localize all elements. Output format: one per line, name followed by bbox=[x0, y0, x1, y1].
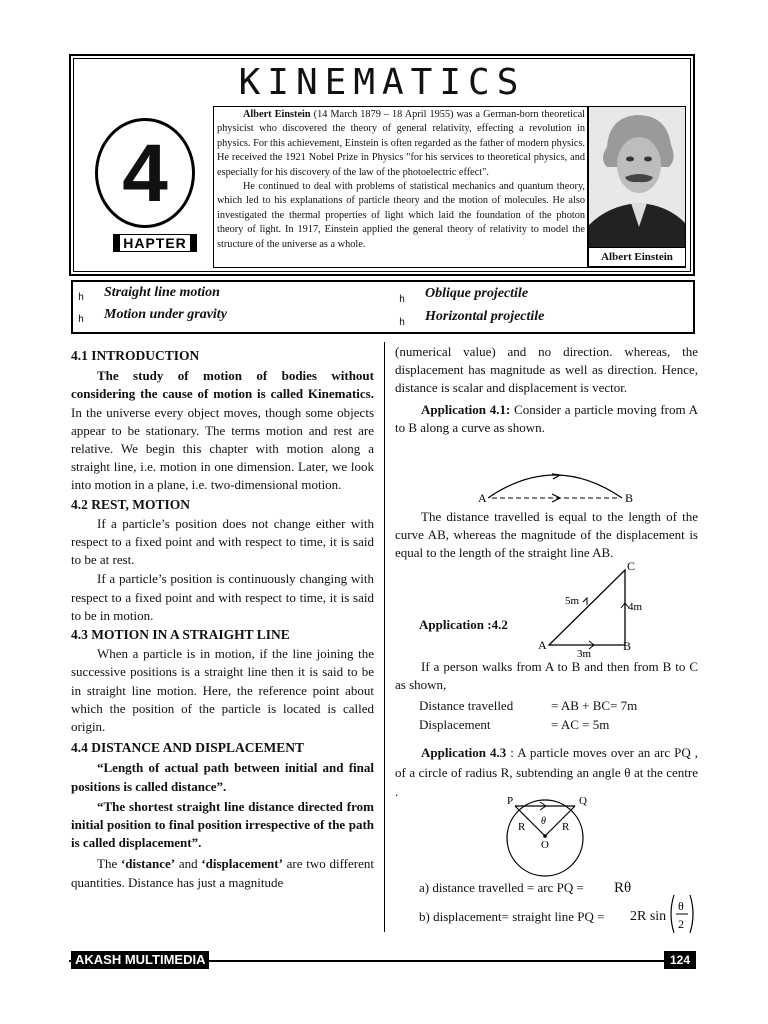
introduction-text: In the universe every object moves, though some objects appear to be stationary. The terms motion and rest are relative. We begin this chapter with motion along a straight line, i.e. motion in one dimension. Later, we look into motion in a plane, i.e. two-dimensional motion. bbox=[71, 404, 374, 493]
displacement-label: Displacement bbox=[419, 717, 491, 732]
text-run-bold: ‘displacement’ bbox=[201, 856, 283, 872]
application-4-3-tail: at the centre . bbox=[395, 764, 699, 799]
displacement-value: = AC = 5m bbox=[551, 717, 610, 732]
circle-arc-figure bbox=[495, 790, 605, 880]
distance-travelled-value: = AB + BC= 7m bbox=[551, 698, 638, 713]
text-run: The bbox=[97, 856, 121, 872]
biography-paragraph-2: He continued to deal with problems of statistical mechanics and quantum theory, which led to his explanations of particle theory and the motion of molecules. He also investigated the thermal properties of light which laid the foundation of the photon theory of light. In 1917, Einstein applied the general theory of relativity to model the structure of the universe as a whole. bbox=[217, 181, 585, 250]
application-4-1-label: Application 4.1: bbox=[421, 401, 511, 417]
right-column-top bbox=[395, 343, 698, 437]
bullet-icon: h bbox=[399, 317, 406, 328]
motion-paragraph: If a particle’s position is continuously changing with respect to a fixed point and with respect to time, it is said to be in motion. bbox=[71, 571, 374, 623]
result-a-value: Rθ bbox=[614, 880, 632, 896]
topic-oblique-projectile: Oblique projectile bbox=[425, 286, 529, 301]
triangle-path bbox=[549, 570, 625, 645]
section-heading-straight-line: 4.3 MOTION IN A STRAIGHT LINE bbox=[71, 627, 290, 643]
topic-item bbox=[399, 312, 405, 330]
text-run-bold: ‘distance’ bbox=[120, 856, 176, 872]
portrait-caption: Albert Einstein bbox=[588, 247, 686, 267]
biography-paragraph-1: (14 March 1879 – 18 April 1955) was a German-born theoretical physicist who discovered the theory of general relativity, effecting a revolution in physics. For this achievement, Einstein is often regarded as the father of modern physics. He received the 1921 Nobel Prize in Physics "for his services to theoretical physics, and especially for his discovery of the law of the photoelectric effect". bbox=[217, 109, 585, 178]
result-b-label: b) displacement= straight line PQ = bbox=[419, 909, 605, 924]
publisher-label: AKASH MULTIMEDIA bbox=[71, 951, 209, 969]
chapter-label-text: HAPTER bbox=[120, 235, 190, 251]
radius-oq bbox=[545, 806, 575, 836]
left-column bbox=[71, 347, 374, 892]
application-4-1-result-text: The distance travelled is equal to the length of the curve AB, whereas the magnitude of the displacement is equal to the length of the straight line AB. bbox=[395, 509, 698, 561]
page-number: 124 bbox=[664, 951, 696, 969]
rest-paragraph: If a particle’s position does not change either with respect to a fixed point and with respect to time, it is said to be at rest. bbox=[71, 515, 374, 568]
topic-straight-line-motion: Straight line motion bbox=[104, 285, 220, 300]
distance-travelled-label: Distance travelled bbox=[419, 698, 514, 713]
biography-name: Albert Einstein bbox=[243, 109, 311, 120]
column-divider bbox=[384, 342, 385, 932]
fraction-denominator: 2 bbox=[678, 917, 684, 931]
topic-item bbox=[78, 309, 84, 327]
curve-ab-figure bbox=[470, 470, 645, 510]
application-4-3-text: : A particle moves over an arc PQ , of a circle of radius R, subtending an angle bbox=[395, 745, 698, 780]
topic-horizontal-projectile: Horizontal projectile bbox=[425, 309, 545, 324]
point-q-label: Q bbox=[579, 795, 587, 807]
point-a-label: A bbox=[478, 491, 487, 505]
point-p-label: P bbox=[507, 795, 514, 807]
chapter-title: KINEMATICS bbox=[238, 62, 526, 103]
section-heading-distance-displacement: 4.4 DISTANCE AND DISPLACEMENT bbox=[71, 740, 305, 756]
topic-item bbox=[78, 287, 84, 305]
section-heading-introduction: 4.1 INTRODUCTION bbox=[71, 348, 200, 363]
continuation-paragraph: (numerical value) and no direction. whereas, the displacement has magnitude as well as direction. Hence, distance is scalar and displacement is vector. bbox=[395, 344, 698, 396]
chapter-number: 4 bbox=[122, 128, 168, 219]
point-b-label: B bbox=[625, 491, 634, 505]
topic-motion-under-gravity: Motion under gravity bbox=[104, 307, 227, 322]
theta-symbol: θ bbox=[624, 764, 631, 780]
base-label: 3m bbox=[577, 648, 592, 658]
left-paren-icon bbox=[671, 895, 674, 933]
bullet-icon: h bbox=[78, 314, 85, 325]
triangle-point-c: C bbox=[627, 559, 636, 573]
einstein-portrait bbox=[588, 106, 686, 268]
hypotenuse-label: 5m bbox=[565, 595, 580, 607]
text-run: and bbox=[175, 856, 202, 872]
biography-text bbox=[217, 108, 585, 252]
hypotenuse-arrow-icon bbox=[583, 598, 587, 605]
theta-angle-label: θ bbox=[541, 816, 546, 827]
radius-label-right: R bbox=[562, 821, 570, 833]
center-o-label: O bbox=[541, 839, 549, 851]
distance-displacement-paragraph bbox=[71, 855, 374, 891]
introduction-paragraph bbox=[71, 367, 374, 494]
triangle-figure bbox=[535, 558, 660, 658]
bullet-icon: h bbox=[78, 292, 85, 303]
right-paren-icon bbox=[690, 895, 693, 933]
result-a-label: a) distance travelled = arc PQ = bbox=[419, 880, 584, 895]
application-4-2-text bbox=[395, 658, 698, 694]
chapter-label bbox=[113, 234, 197, 252]
fraction-numerator: θ bbox=[678, 899, 684, 913]
section-heading-rest-motion: 4.2 REST, MOTION bbox=[71, 496, 191, 512]
text-run: are two different quantities. Distance has just a magnitude bbox=[71, 856, 374, 890]
application-4-3-label: Application 4.3 bbox=[421, 745, 507, 760]
center-point bbox=[543, 834, 547, 838]
curve-arrow-icon bbox=[552, 474, 560, 479]
straight-line-paragraph: When a particle is in motion, if the line joining the successive positions is a straight line then it is said to be in straight line motion. Here, the reference point about which the position of the particle is located is called origin. bbox=[71, 646, 374, 735]
kinematics-definition: The study of motion of bodies without considering the cause of motion is called Kinematics. bbox=[71, 368, 374, 402]
distance-definition: “Length of actual path between initial and final positions is called distance”. bbox=[71, 760, 374, 794]
application-4-1 bbox=[395, 401, 698, 437]
triangle-point-b: B bbox=[623, 639, 632, 653]
topic-item bbox=[399, 289, 405, 307]
displacement-definition: “The shortest straight line distance directed from initial position to final position irrespective of the path is called displacement”. bbox=[71, 798, 374, 851]
application-4-2-paragraph: If a person walks from A to B and then from B to C as shown, bbox=[395, 659, 698, 693]
radius-label-left: R bbox=[518, 821, 526, 833]
application-4-1-result bbox=[395, 508, 698, 563]
vertical-label: 4m bbox=[628, 601, 643, 613]
fraction-theta-over-2 bbox=[668, 893, 696, 935]
bullet-icon: h bbox=[399, 294, 406, 305]
circle-path bbox=[507, 800, 583, 876]
triangle-point-a: A bbox=[538, 638, 547, 652]
application-4-2-label: Application :4.2 bbox=[419, 617, 508, 632]
result-b-value: 2R sin bbox=[630, 909, 667, 924]
application-4-1-text: Consider a particle moving from A to B along a curve as shown. bbox=[395, 401, 699, 435]
portrait-illustration bbox=[589, 107, 686, 268]
